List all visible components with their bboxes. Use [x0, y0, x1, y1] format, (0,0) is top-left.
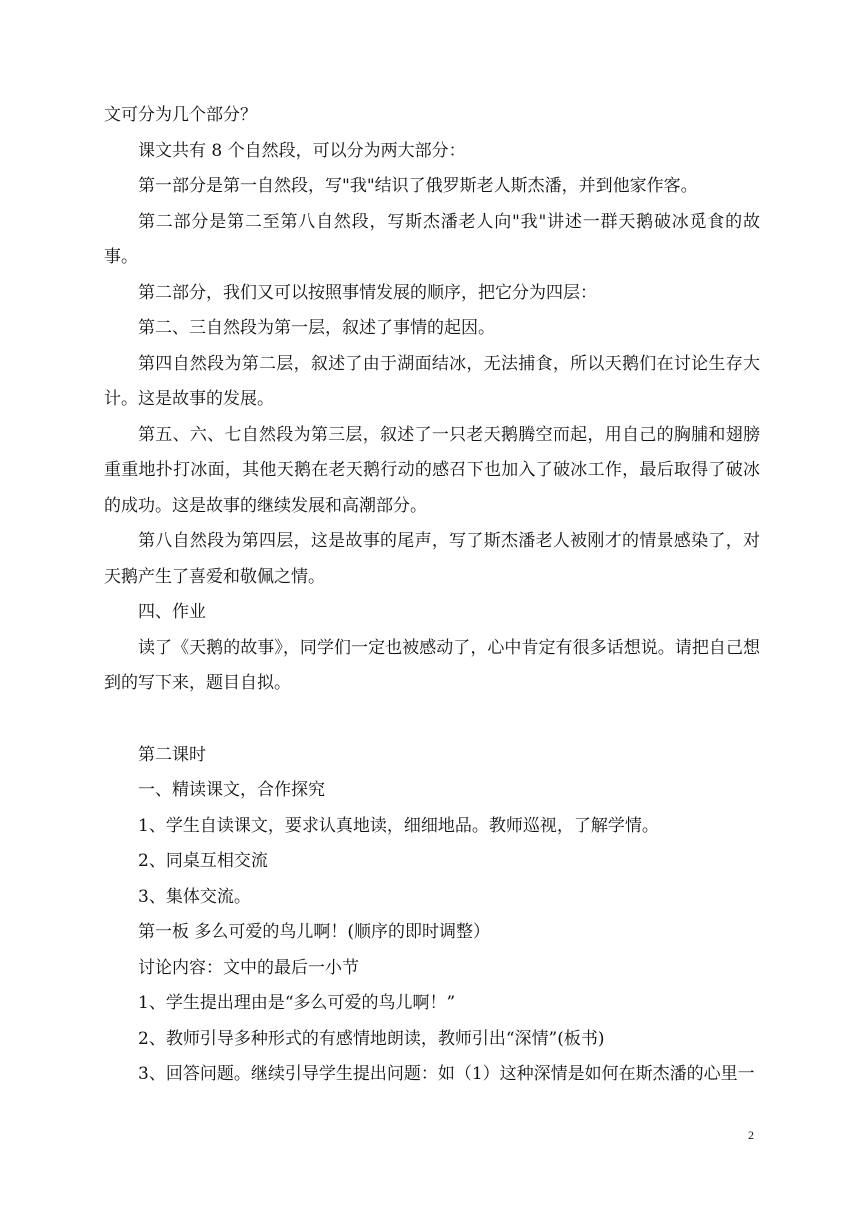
- paragraph: 文可分为几个部分？: [104, 105, 257, 125]
- paragraph: 1、学生自读课文，要求认真地读，细细地品。教师巡视，了解学情。: [138, 815, 659, 836]
- paragraph: 第八自然段为第四层，这是故事的尾声，写了斯杰潘老人被刚才的情景感染了，对天鹅产生了喜爱和敬佩之情。: [104, 531, 760, 587]
- paragraph: 2、同桌互相交流: [138, 851, 268, 871]
- paragraph: 3、回答问题。继续引导学生提出问题：如（1）这种深情是如何在斯杰潘的心里一: [138, 1064, 755, 1084]
- section-second-lesson: [104, 738, 760, 1093]
- section-analysis: [104, 98, 760, 702]
- paragraph: 第五、六、七自然段为第三层，叙述了一只老天鹅腾空而起，用自己的胸脯和翅膀重重地扑打冰面，其他天鹅在老天鹅行动的感召下也加入了破冰工作，最后取得了破冰的成功。这是故事的继续发展和高潮部分。: [104, 424, 760, 516]
- page-number: 2: [748, 1128, 754, 1142]
- paragraph: 第二、三自然段为第一层，叙述了事情的起因。: [138, 318, 495, 338]
- paragraph: 四、作业: [138, 602, 206, 622]
- document-body: [104, 98, 760, 1093]
- paragraph: 一、精读课文，合作探究: [138, 780, 325, 800]
- paragraph: 3、集体交流。: [138, 886, 251, 907]
- paragraph: 1、学生提出理由是“多么可爱的鸟儿啊！”: [138, 993, 456, 1013]
- paragraph: 读了《天鹅的故事》，同学们一定也被感动了，心中肯定有很多话想说。请把自己想到的写下来，题目自拟。: [104, 637, 760, 693]
- paragraph: 第一板 多么可爱的鸟儿啊！(顺序的即时调整）: [138, 922, 491, 942]
- blank-line: [104, 702, 760, 738]
- paragraph: 第一部分是第一自然段，写"我"结识了俄罗斯老人斯杰潘，并到他家作客。: [138, 176, 698, 196]
- paragraph: 第二部分是第二至第八自然段，写斯杰潘老人向"我"讲述一群天鹅破冰觅食的故事。: [104, 211, 760, 267]
- paragraph: 第四自然段为第二层，叙述了由于湖面结冰，无法捕食，所以天鹅们在讨论生存大计。这是故事的发展。: [104, 353, 760, 409]
- paragraph: 课文共有 8 个自然段，可以分为两大部分：: [138, 140, 466, 161]
- paragraph: 2、教师引导多种形式的有感情地朗读，教师引出“深情”(板书): [138, 1028, 605, 1049]
- paragraph: 讨论内容：文中的最后一小节: [138, 957, 359, 978]
- paragraph: 第二部分，我们又可以按照事情发展的顺序，把它分为四层：: [138, 282, 597, 303]
- paragraph: 第二课时: [138, 744, 206, 765]
